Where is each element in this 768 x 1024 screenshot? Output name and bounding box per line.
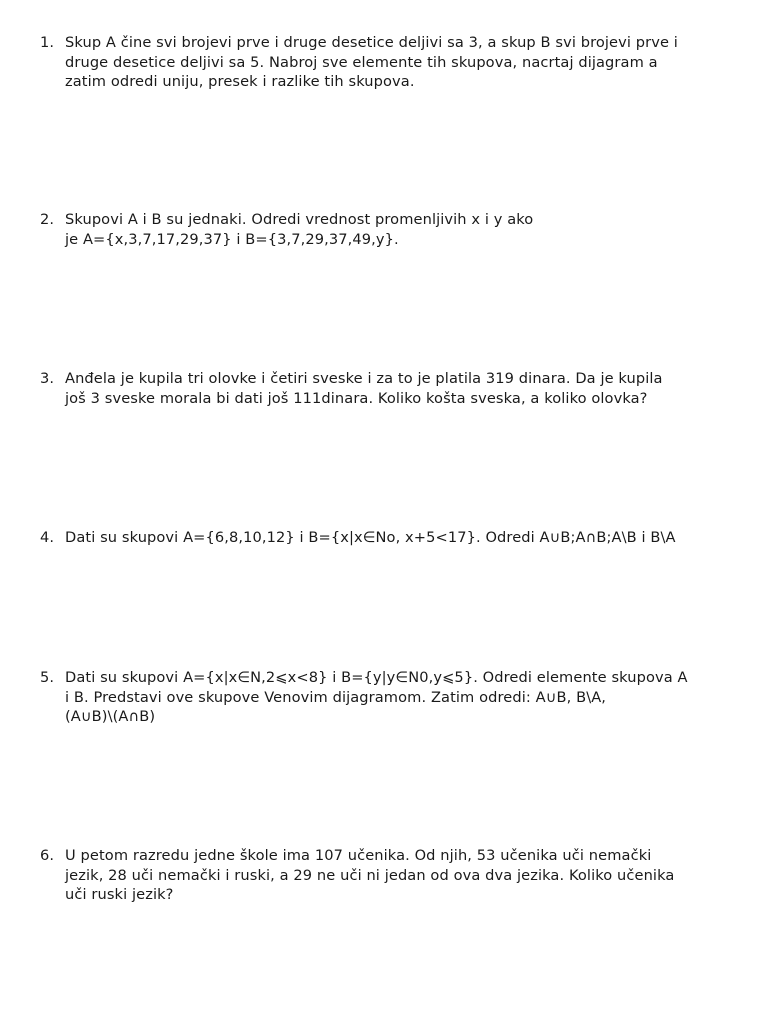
task-5 [40, 668, 740, 727]
task-number: 3. [40, 370, 55, 387]
task-number: 2. [40, 211, 55, 228]
task-number: 4. [40, 529, 55, 546]
task-text: Dati su skupovi A={x|x∈N,2⩽x<8} i B={y|y∈N0,y⩽5}. Odredi elemente skupova A i B. Predstavi ove skupove Venovim dijagramom. Zatim odredi: A∪B, B\A, (A∪B)\(A∩B) [65, 669, 688, 725]
task-6 [40, 846, 740, 905]
task-2 [40, 210, 740, 249]
task-text: Skupovi A i B su jednaki. Odredi vrednost promenljivih x i y ako je A={x,3,7,17,29,37} i B={3,7,29,37,49,y}. [65, 211, 534, 248]
task-3 [40, 369, 740, 408]
task-number: 5. [40, 669, 55, 686]
task-number: 1. [40, 34, 55, 51]
task-text: Skup A čine svi brojevi prve i druge desetice deljivi sa 3, a skup B svi brojevi prve i druge desetice deljivi sa 5. Nabroj sve elemente tih skupova, nacrtaj dijagram a zatim odredi uniju, presek i razlike tih skupova. [65, 34, 678, 90]
task-text: U petom razredu jedne škole ima 107 učenika. Od njih, 53 učenika uči nemački jezik, 28 uči nemački i ruski, a 29 ne uči ni jedan od ova dva jezika. Koliko učenika uči ruski jezik? [65, 847, 675, 903]
task-1 [40, 33, 740, 92]
task-number: 6. [40, 847, 55, 864]
task-4 [40, 528, 740, 548]
task-text: Anđela je kupila tri olovke i četiri sveske i za to je platila 319 dinara. Da je kupila još 3 sveske morala bi dati još 111dinara. Koliko košta sveska, a koliko olovka? [65, 370, 663, 407]
task-text: Dati su skupovi A={6,8,10,12} i B={x|x∈No, x+5<17}. Odredi A∪B;A∩B;A\B i B\A [65, 529, 676, 546]
